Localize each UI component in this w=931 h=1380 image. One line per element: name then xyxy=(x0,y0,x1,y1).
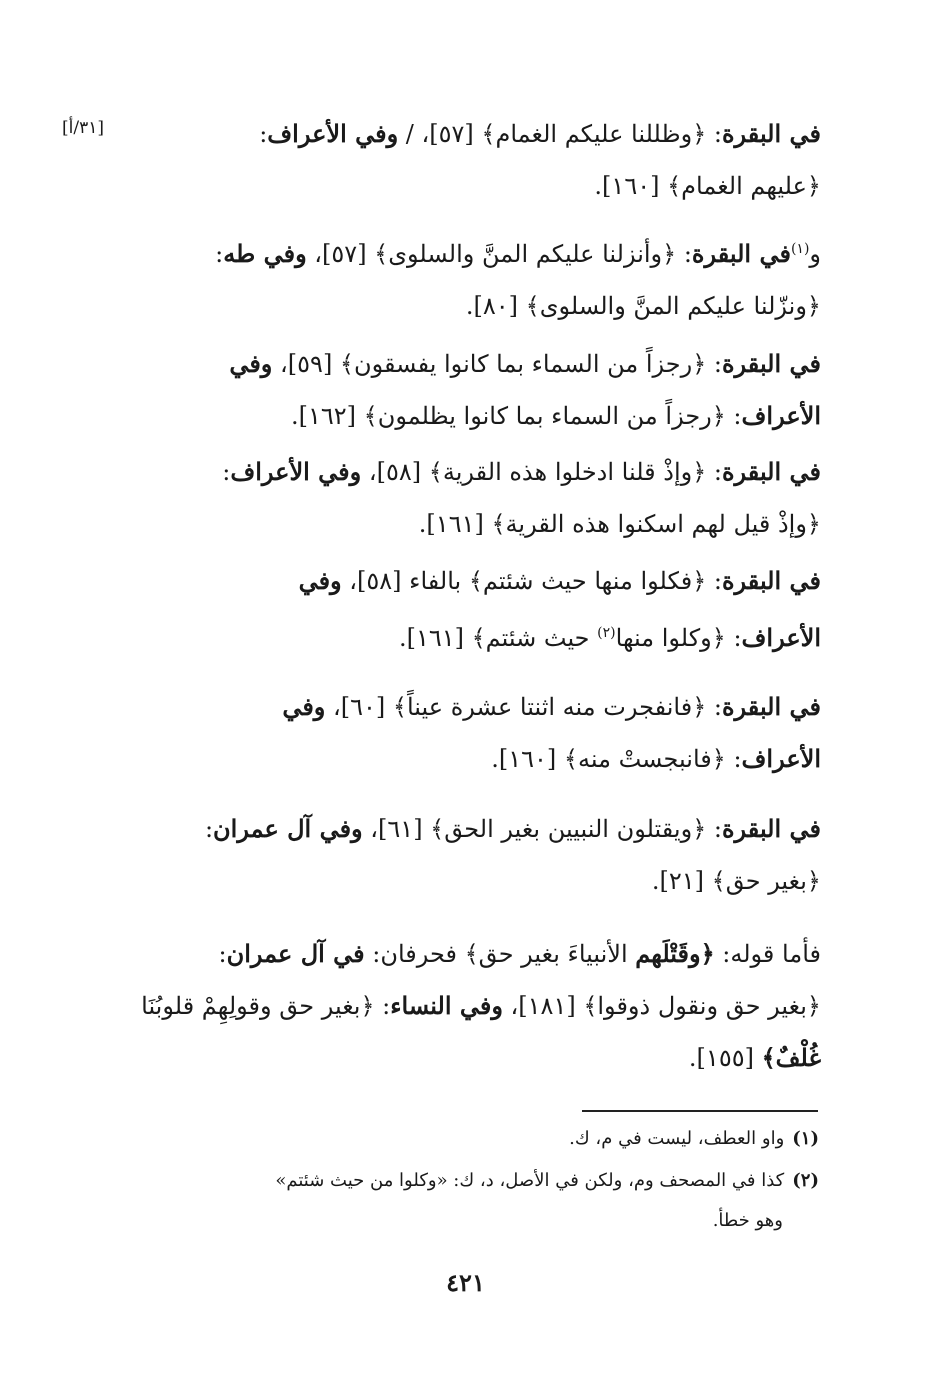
text-run: [١٥٥]. xyxy=(688,1044,762,1072)
footnote-marker: (٢) xyxy=(597,625,616,641)
bold-heading-text: في البقرة xyxy=(721,814,821,843)
paragraph xyxy=(131,928,821,1084)
bold-heading-text: وفي النساء xyxy=(390,991,503,1020)
text-line xyxy=(131,733,821,785)
bold-heading-text: وفي xyxy=(298,566,342,595)
text-run: : ﴿ويقتلون النبيين بغير الحق﴾ [٦١]، xyxy=(362,815,722,843)
text-line xyxy=(131,160,821,212)
text-line xyxy=(131,928,821,980)
bold-heading-text: الأعراف xyxy=(741,744,821,773)
footnote-text: واو العطف، ليست في م، ك. xyxy=(569,1128,785,1149)
text-run: ﴿ونزّلنا عليكم المنَّ والسلوى﴾ [٨٠]. xyxy=(465,292,821,320)
text-run: : ﴿وكلوا منها xyxy=(615,624,742,652)
footnote-text: كذا في المصحف وم، ولكن في الأصل، د، ك: «وكلوا من حيث شئتم» xyxy=(275,1170,785,1191)
text-line xyxy=(131,803,821,855)
text-run: : ﴿بغير حق وقولِهِمْ قلوبُنَا xyxy=(141,992,391,1020)
text-run: : ﴿رجزاً من السماء بما كانوا يفسقون﴾ [٥٩]، xyxy=(272,350,722,378)
bold-heading-text: الأعراف xyxy=(741,401,821,430)
text-run: : xyxy=(222,458,231,486)
bold-heading-text: وفي طه xyxy=(223,239,307,268)
bold-heading-text: وفي xyxy=(282,692,326,721)
text-line xyxy=(131,280,821,332)
footnote-number: (٢) xyxy=(792,1170,819,1191)
margin-reference: [٣١/أ] xyxy=(62,118,104,138)
text-run: فأما قوله: xyxy=(714,940,821,968)
bold-heading-text: في البقرة xyxy=(721,457,821,486)
bold-heading-text: في البقرة xyxy=(691,239,791,268)
bold-heading-text: وفي آل عمران xyxy=(213,814,363,843)
text-run: : xyxy=(204,815,214,843)
page-number: ٤٢١ xyxy=(446,1268,485,1297)
text-line xyxy=(131,1032,821,1084)
footnote-item xyxy=(119,1166,819,1196)
text-line xyxy=(131,498,821,550)
text-run: : ﴿وأنزلنا عليكم المنَّ والسلوى﴾ [٥٧]، xyxy=(306,240,692,268)
text-run: حيث شئتم﴾ [١٦١]. xyxy=(398,624,598,652)
bold-heading-text: في البقرة xyxy=(721,692,821,721)
text-line xyxy=(131,855,821,907)
text-run: ﴿بغير حق ونقول ذوقوا﴾ [١٨١]، xyxy=(502,992,821,1020)
text-run: : ﴿وظللنا عليكم الغمام﴾ [٥٧]، / xyxy=(398,120,722,148)
text-run: ﴿وإذْ قيل لهم اسكنوا هذه القرية﴾ [١٦١]. xyxy=(418,510,821,538)
paragraph xyxy=(131,803,821,907)
text-line xyxy=(131,390,821,442)
footnote-item xyxy=(119,1124,819,1154)
text-run: : ﴿فانفجرت منه اثنتا عشرة عيناً﴾ [٦٠]، xyxy=(325,693,722,721)
text-line xyxy=(131,681,821,733)
bold-heading-text: وفي الأعراف xyxy=(267,119,399,148)
paragraph xyxy=(131,555,821,664)
text-line xyxy=(131,555,821,607)
text-run: : xyxy=(259,120,268,148)
footnote-marker: (١) xyxy=(790,241,810,257)
text-run: : ﴿فانبجستْ منه﴾ [١٦٠]. xyxy=(491,745,742,773)
bold-heading-text: في البقرة xyxy=(721,119,821,148)
text-line xyxy=(131,223,821,280)
paragraph xyxy=(131,681,821,785)
footnote-item xyxy=(83,1206,783,1236)
text-run: : ﴿وإذْ قلنا ادخلوا هذه القرية﴾ [٥٨]، xyxy=(361,458,722,486)
footnote-text: وهو خطأ. xyxy=(712,1210,783,1231)
paragraph xyxy=(131,446,821,550)
bold-heading-text: وفي الأعراف xyxy=(230,457,362,486)
text-run: ﴿عليهم الغمام﴾ [١٦٠]. xyxy=(594,172,821,200)
bold-heading-text: في البقرة xyxy=(721,349,821,378)
text-line xyxy=(131,108,821,160)
bold-heading-text: في البقرة xyxy=(721,566,821,595)
footnote-number: (١) xyxy=(792,1128,819,1149)
text-run: الأنبياءَ بغير حق﴾ فحرفان: xyxy=(364,940,636,968)
text-run: : xyxy=(215,240,224,268)
text-run: : xyxy=(218,940,227,968)
text-line xyxy=(131,980,821,1032)
text-run: : ﴿فكلوا منها حيث شئتم﴾ بالفاء [٥٨]، xyxy=(341,567,722,595)
bold-heading-text: ﴿وقَتْلَهم xyxy=(635,939,715,968)
paragraph xyxy=(131,338,821,442)
paragraph xyxy=(131,223,821,332)
text-run: : ﴿رجزاً من السماء بما كانوا يظلمون﴾ [١٦٢]. xyxy=(290,402,742,430)
text-run: ﴿بغير حق﴾ [٢١]. xyxy=(651,867,821,895)
paragraph xyxy=(131,108,821,212)
footnote-separator xyxy=(582,1110,818,1112)
text-line xyxy=(131,446,821,498)
bold-heading-text: غُلْفٌ﴾ xyxy=(761,1043,821,1072)
bold-heading-text: الأعراف xyxy=(741,623,821,652)
bold-heading-text: في آل عمران xyxy=(226,939,365,968)
text-run: و xyxy=(809,240,821,268)
text-line xyxy=(131,338,821,390)
bold-heading-text: وفي xyxy=(229,349,273,378)
text-line xyxy=(131,607,821,664)
